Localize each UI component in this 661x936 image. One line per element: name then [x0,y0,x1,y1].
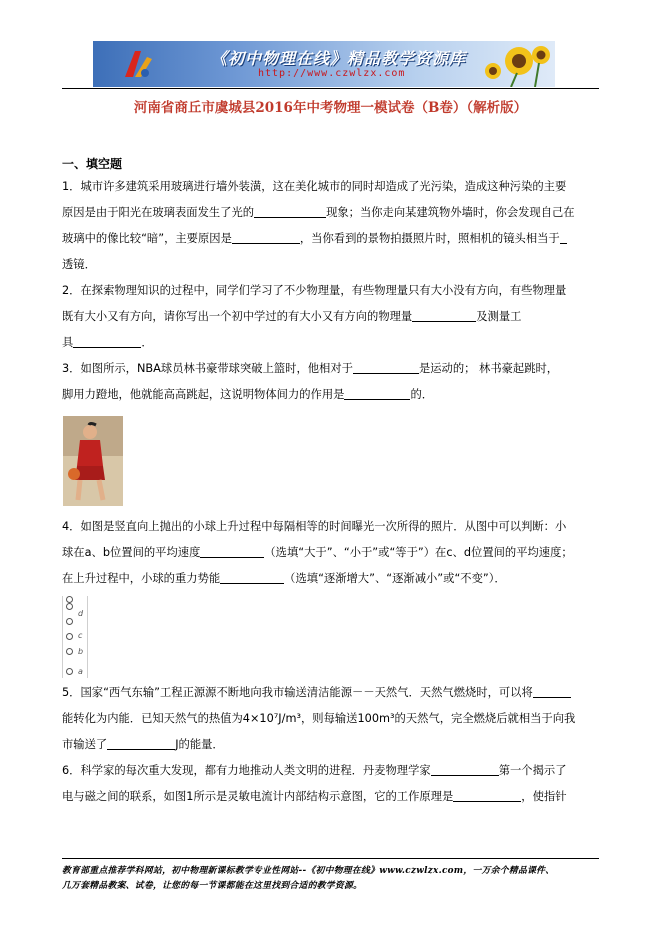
q2-blank-1[interactable] [412,310,476,322]
q4-blank-1[interactable] [200,546,264,558]
q1-text-3b: ，当你看到的景物拍摄照片时，照相机的镜头相当于 [299,232,560,245]
q6-line-1 [62,764,567,778]
q1-line-4: 透镜． [62,258,96,271]
banner-url: http://www.czwlzx.com [258,68,406,79]
q3-text-1a: 3．如图所示，NBA球员林书豪带球突破上篮时，他相对于 [62,362,353,375]
banner-title: 《初中物理在线》精品教学资源库 [211,49,467,68]
q6-text-1b: 第一个揭示了 [498,764,567,777]
ball-extra [66,618,73,625]
footer-line-2: 几万套精品教案、试卷，让您的每一节课都能在这里找到合适的教学资源。 [62,881,363,891]
q2-text-2b: 及测量工 [476,310,522,323]
q4-text-2b: （选填“大于”、“小于”或“等于”）在c、d位置间的平均速度； [264,546,573,559]
footer-line-1: 教育部重点推荐学科网站，初中物理新课标教学专业性网站--《初中物理在线》www.czwlzx.com，一万余个精品课件、 [62,866,555,876]
q1-line-2 [62,206,575,220]
q2-line-3 [62,336,153,350]
q6-blank-2[interactable] [453,790,521,802]
label-b: b [78,647,84,656]
header-divider [62,88,599,89]
q4-text-3b: （选填“逐渐增大”、“逐渐减小”或“不变”）． [284,572,506,585]
q3-text-1b: 是运动的； 林书豪起跳时， [418,362,559,375]
q3-text-2b: 的． [410,388,434,401]
q1-blank-2[interactable] [232,232,300,244]
basketball-player-photo [63,416,123,506]
q5-line-1 [62,686,571,700]
q4-blank-2[interactable] [220,572,284,584]
q1-line-3 [62,232,567,246]
q3-text-2a: 脚用力蹬地，他就能高高跳起，这说明物体间力的作用是 [62,388,345,401]
q6-blank-1[interactable] [431,764,499,776]
q1-line-1: 1．城市许多建筑采用玻璃进行墙外装潢，这在美化城市的同时却造成了光污染，造成这种污染的主要 [62,180,567,193]
strobe-photo-figure [62,596,88,678]
q3-blank-2[interactable] [344,388,410,400]
q5-line-2: 能转化为内能．已知天然气的热值为4×10⁷J/m³，则每输送100m³的天然气，完全燃烧后就相当于向我 [62,712,576,725]
ball-d [66,603,73,610]
q3-blank-1[interactable] [353,362,419,374]
basketball-player-icon [63,416,123,506]
q3-line-1 [62,362,558,376]
q2-blank-2[interactable] [73,336,141,348]
q6-line-2 [62,790,567,804]
q1-text-2a: 原因是由于阳光在玻璃表面发生了光的 [62,206,255,219]
q4-line-1: 4．如图是竖直向上抛出的小球上升过程中每隔相等的时间曝光一次所得的照片．从图中可以判断：小 [62,520,567,533]
page-title: 河南省商丘市虞城县2016年中考物理一模试卷（B卷）（解析版） [133,100,528,116]
q5-text-3a: 市输送了 [62,738,108,751]
q2-text-3a: 具 [62,336,74,349]
q1-blank-1[interactable] [254,206,326,218]
q6-text-2a: 电与磁之间的联系，如图1所示是灵敏电流计内部结构示意图，它的工作原理是 [62,790,454,803]
section-heading: 一、填空题 [62,157,123,171]
q5-text-1a: 5．国家“西气东输”工程正源源不断地向我市输送清洁能源－－天然气．天然气燃烧时，可以将 [62,686,533,699]
footer-divider [62,858,599,859]
q5-text-3b: J的能量． [175,738,224,751]
q2-line-1: 2．在探索物理知识的过程中，同学们学习了不少物理量，有些物理量只有大小没有方向，有些物理量 [62,284,567,297]
q5-blank-1[interactable] [533,686,571,698]
q2-line-2 [62,310,521,324]
q4-line-2 [62,546,573,560]
q2-text-3b: ． [141,336,153,349]
ball-a [66,668,73,675]
sunflower-icon [471,41,551,87]
q1-blank-3[interactable] [560,232,567,244]
ball-top [66,596,73,603]
site-logo-icon [121,47,155,81]
q5-line-3 [62,738,224,752]
q4-line-3 [62,572,506,586]
ball-b [66,648,73,655]
q1-text-2b: 现象；当你走向某建筑物外墙时，你会发现自己在 [326,206,575,219]
label-d: d [78,609,84,618]
q5-blank-2[interactable] [107,738,175,750]
q2-text-2a: 既有大小又有方向，请你写出一个初中学过的有大小又有方向的物理量 [62,310,413,323]
q6-text-2b: ，使指针 [521,790,567,803]
q4-text-3a: 在上升过程中，小球的重力势能 [62,572,221,585]
q1-text-3a: 玻璃中的像比较“暗”，主要原因是 [62,232,232,245]
label-a: a [78,667,83,676]
ball-c [66,633,73,640]
header-banner [93,41,555,87]
q3-line-2 [62,388,433,402]
q4-text-2a: 球在a、b位置间的平均速度 [62,546,201,559]
label-c: c [78,631,83,640]
q6-text-1a: 6．科学家的每次重大发现，都有力地推动人类文明的进程．丹麦物理学家 [62,764,431,777]
